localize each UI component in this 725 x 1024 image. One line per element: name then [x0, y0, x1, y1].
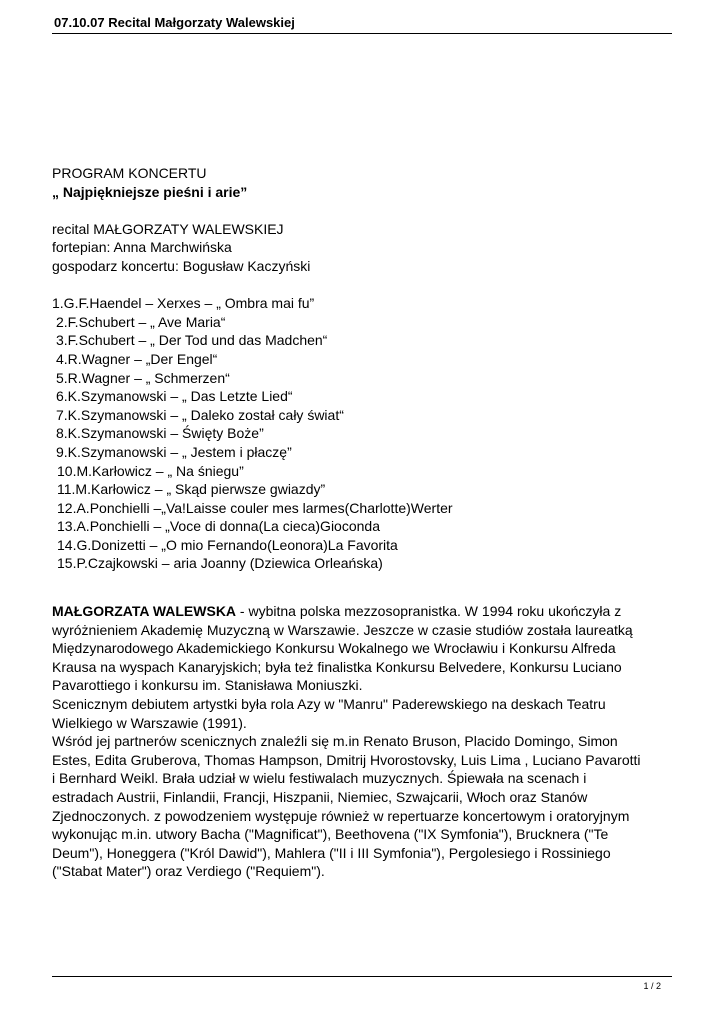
program-item: 14.G.Donizetti – „O mio Fernando(Leonora)La Favorita [57, 536, 398, 553]
host-credit: gospodarz koncertu: Bogusław Kaczyński [52, 257, 311, 274]
program-item: 13.A.Ponchielli – „Voce di donna(La cieca)Gioconda [57, 518, 380, 535]
program-item: 4.R.Wagner – „Der Engel“ [56, 350, 218, 367]
bio-line: Zjednoczonych. z powodzeniem występuje również w repertuarze koncertowym i oratoryjnym [52, 807, 630, 824]
document-header-title: 07.10.07 Recital Małgorzaty Walewskiej [54, 15, 295, 30]
bio-line: Krausa na wyspach Kanaryjskich; była też finalistka Konkursu Belvedere, Konkursu Luciano [52, 658, 622, 675]
spacer [52, 276, 682, 295]
program-item: 3.F.Schubert – „ Der Tod und das Madchen“ [56, 332, 328, 349]
bio-line: Estes, Edita Gruberova, Thomas Hampson, Dmitrij Hvorostovsky, Luis Lima , Luciano Pavarotti [52, 751, 641, 768]
page-number: 1 / 2 [643, 981, 661, 991]
bio-line: i Bernhard Weikl. Brała udział w wielu festiwalach muzycznych. Śpiewała na scenach i [52, 770, 587, 787]
bio-line-text: - wybitna polska mezzosopranistka. W 1994 roku ukończyła z [236, 603, 622, 620]
program-item: 11.M.Karłowicz – „ Skąd pierwsze gwiazdy” [57, 481, 326, 498]
program-item: 2.F.Schubert – „ Ave Maria“ [56, 313, 226, 330]
bio-line: wykonując m.in. utwory Bacha ("Magnificat"), Beethovena ("IX Symfonia"), Brucknera ("Te [52, 826, 609, 843]
recital-credit: recital MAŁGORZATY WALEWSKIEJ [52, 220, 284, 237]
program-item: 15.P.Czajkowski – aria Joanny (Dziewica Orleańska) [57, 555, 383, 572]
program-subtitle: „ Najpiękniejsze pieśni i arie” [52, 183, 248, 200]
program-item: 5.R.Wagner – „ Schmerzen“ [56, 369, 230, 386]
bio-line: Wśród jej partnerów scenicznych znaleźli się m.in Renato Bruson, Placido Domingo, Simon [52, 733, 618, 750]
bio-line [52, 602, 678, 621]
spacer [52, 201, 682, 220]
header-divider [52, 33, 672, 34]
program-item: 8.K.Szymanowski – Święty Boże” [56, 425, 264, 442]
program-heading: PROGRAM KONCERTU [52, 165, 207, 181]
program-item: 7.K.Szymanowski – „ Daleko został cały świat“ [56, 406, 344, 423]
bio-line: Wielkiego w Warszawie (1991). [52, 714, 247, 731]
bio-line: ("Stabat Mater") oraz Verdiego ("Requiem"). [52, 863, 325, 880]
spacer [52, 573, 682, 602]
bio-line: Scenicznym debiutem artystki była rola Azy w "Manru" Paderewskiego na deskach Teatru [52, 696, 606, 713]
program-item: 9.K.Szymanowski – „ Jestem i płaczę” [56, 443, 292, 460]
program-item: 1.G.F.Haendel – Xerxes – „ Ombra mai fu” [52, 295, 315, 312]
artist-name: MAŁGORZATA WALEWSKA [52, 603, 237, 620]
document-body [52, 164, 682, 881]
program-item: 12.A.Ponchielli –„Va!Laisse couler mes larmes(Charlotte)Werter [57, 499, 453, 516]
artist-biography [52, 602, 678, 881]
bio-line: Deum"), Honeggera ("Król Dawid"), Mahlera ("II i III Symfonia"), Pergolesiego i Rossiniego [52, 844, 611, 861]
bio-line: Pavarottiego i konkursu im. Stanisława Moniuszki. [52, 677, 363, 694]
bio-line: wyróżnieniem Akademię Muzyczną w Warszawie. Jeszcze w czasie studiów została laureatką [52, 621, 633, 638]
program-item: 10.M.Karłowicz – „ Na śniegu” [57, 462, 244, 479]
bio-line: Międzynarodowego Akademickiego Konkursu Wokalnego we Wrocławiu i Konkursu Alfreda [52, 640, 616, 657]
program-list [52, 294, 682, 573]
bio-line: estradach Austrii, Finlandii, Francji, Hiszpanii, Niemiec, Szwajcarii, Włoch oraz Stanów [52, 789, 588, 805]
piano-credit: fortepian: Anna Marchwińska [52, 239, 232, 256]
program-item: 6.K.Szymanowski – „ Das Letzte Lied“ [56, 388, 293, 405]
footer-divider [52, 976, 672, 977]
